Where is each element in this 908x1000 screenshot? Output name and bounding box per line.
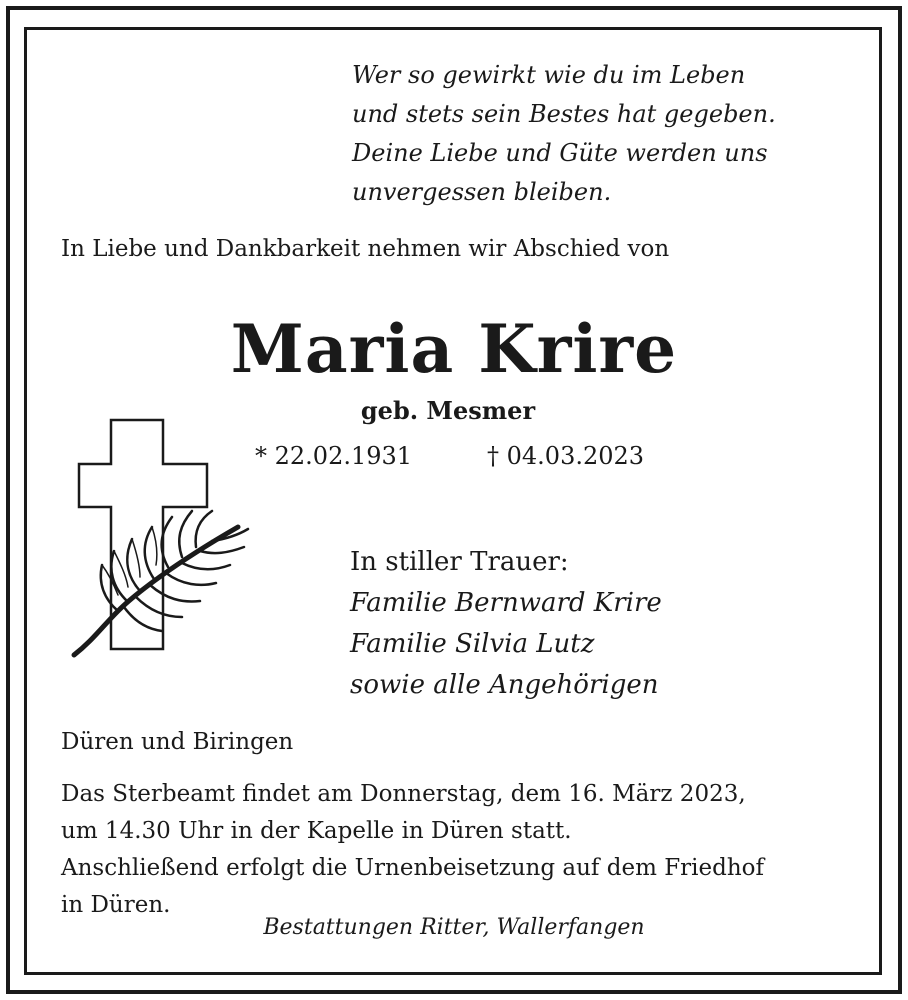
- mourners-block: [350, 542, 662, 706]
- mourner-line: Familie Silvia Lutz: [350, 629, 595, 659]
- service-line: Anschließend erfolgt die Urnenbeisetzung auf dem Friedhof: [61, 855, 765, 881]
- poem-line: und stets sein Bestes hat gegeben.: [352, 100, 776, 128]
- mourner-line: sowie alle Angehörigen: [350, 670, 659, 700]
- death-date: † 04.03.2023: [487, 442, 645, 470]
- mourners-heading: In stiller Trauer:: [350, 547, 569, 577]
- service-line: Das Sterbeamt findet am Donnerstag, dem 16. März 2023,: [61, 781, 746, 807]
- service-info: [61, 776, 764, 924]
- mourner-line: Familie Bernward Krire: [350, 588, 662, 618]
- birth-date: * 22.02.1931: [255, 442, 413, 470]
- poem-line: unvergessen bleiben.: [352, 178, 612, 206]
- undertaker-credit: Bestattungen Ritter, Wallerfangen: [263, 915, 645, 940]
- place-text: Düren und Biringen: [61, 729, 294, 755]
- deceased-name: Maria Krire: [230, 310, 678, 388]
- cross-icon: [62, 415, 262, 665]
- intro-text: In Liebe und Dankbarkeit nehmen wir Abschied von: [61, 236, 670, 262]
- poem-line: Deine Liebe und Güte werden uns: [352, 139, 768, 167]
- maiden-name: geb. Mesmer: [360, 396, 536, 425]
- poem-line: Wer so gewirkt wie du im Leben: [352, 61, 746, 89]
- poem: [352, 56, 776, 212]
- service-line: in Düren.: [61, 892, 171, 918]
- service-line: um 14.30 Uhr in der Kapelle in Düren statt.: [61, 818, 572, 844]
